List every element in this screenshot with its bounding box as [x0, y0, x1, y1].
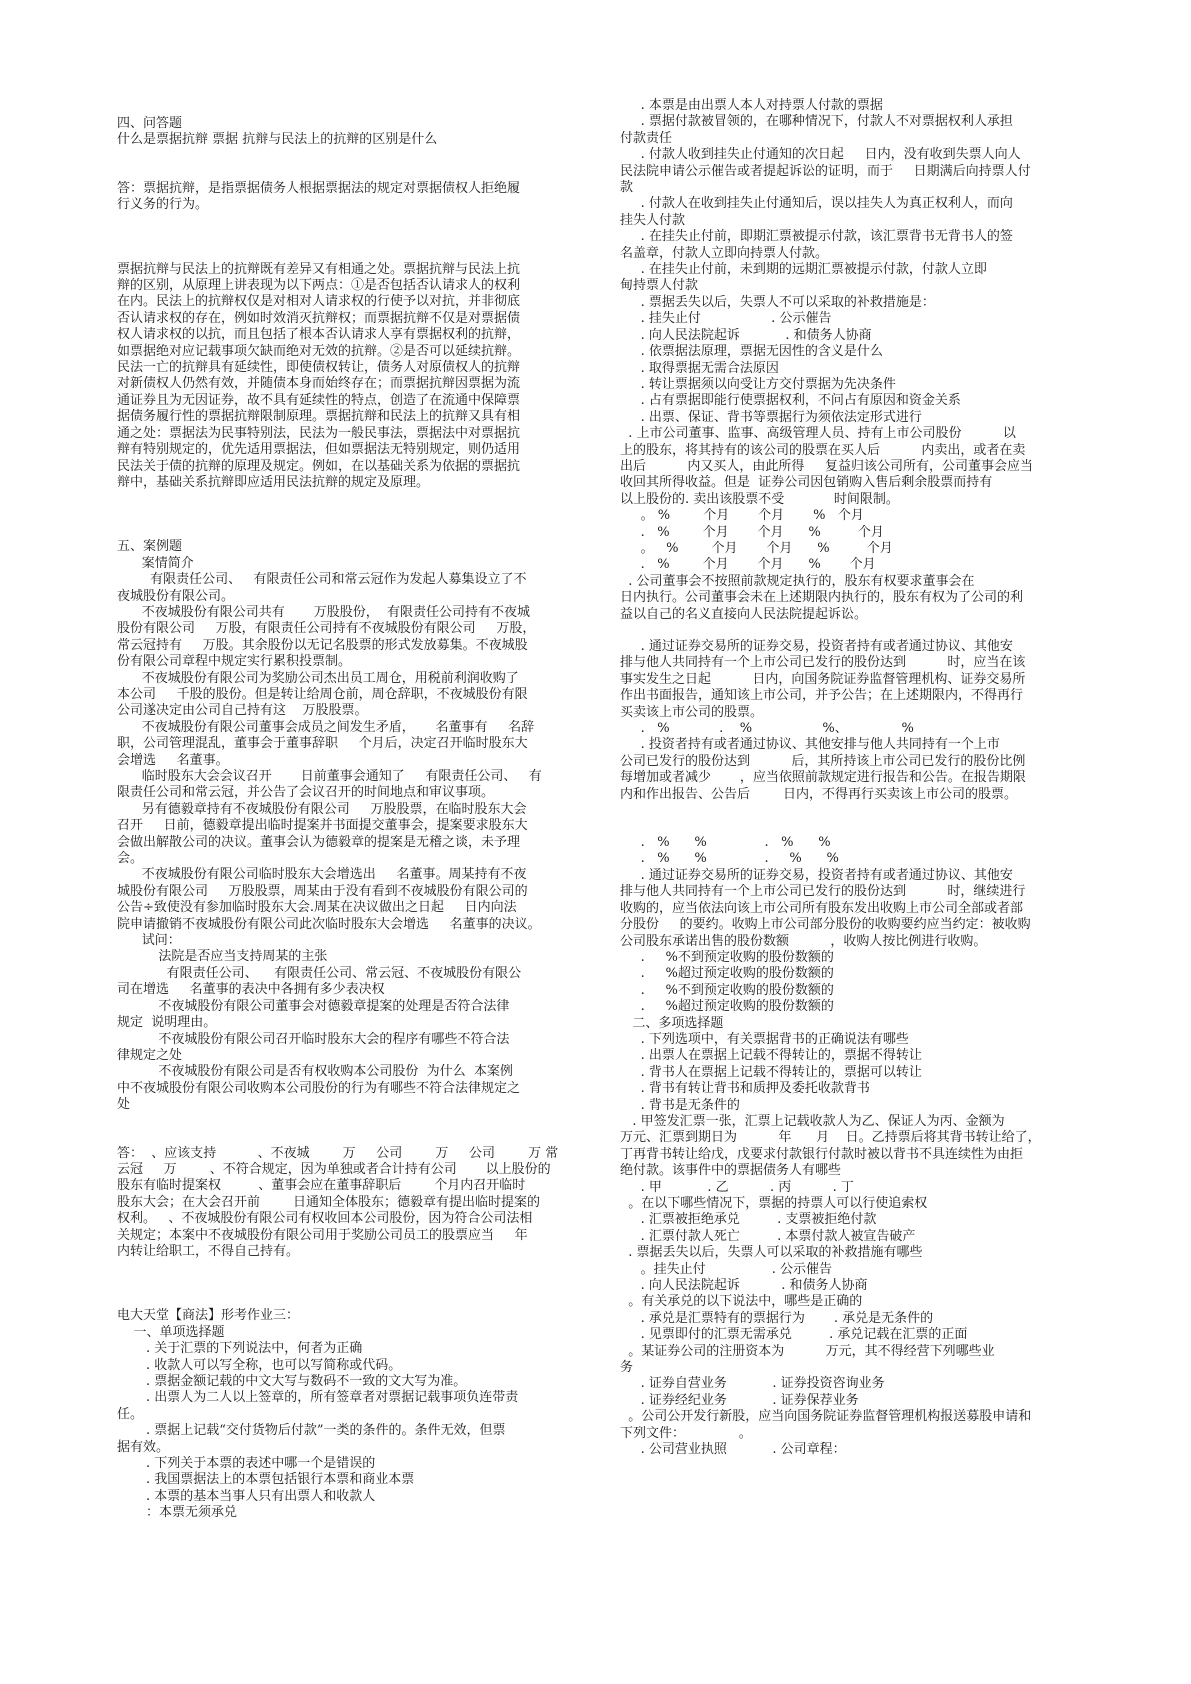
text-line: . 向人民法院起诉 . 和债务人协商 — [620, 1278, 868, 1294]
paragraph-spacer — [620, 623, 1098, 639]
text-line: . 甲 . 乙 . 丙 . 丁 — [620, 1179, 854, 1195]
text-line: 。挂失止付 . 公示催告 — [620, 1261, 833, 1277]
text-line: 权利。 、不夜城股份有限公司有权收回本公司股份，因为符合公司法相 — [117, 1211, 533, 1227]
text-line: . 出票人在票据上记载不得转让的，票据不得转让 — [620, 1048, 922, 1064]
text-line: 。在以下哪些情况下，票据的持票人可以行使追索权 — [620, 1196, 928, 1211]
text-line: . 通过证券交易所的证券交易，投资者持有或者通过协议、其他安 — [620, 639, 1013, 654]
text-line: 不夜城股份有限公司董事会成员之间发生矛盾， 名董事有 名辞 — [117, 719, 535, 735]
text-line: 下列文件： 。 — [620, 1425, 752, 1441]
text-line: . 占有票据即能行使票据权利，不问占有原因和资金关系 — [620, 393, 961, 409]
text-line: 一、单项选择题 — [117, 1324, 225, 1340]
text-line: 中不夜城股份有限公司收购本公司股份的行为有哪些不符合法律规定之 — [117, 1080, 521, 1096]
text-line: 职，公司管理混乱，董事会于董事辞职 个月后，决定召开临时股东大 — [117, 736, 528, 752]
text-line: . 付款人收到挂失止付通知的次日起 日内，没有收到失票人向人 — [620, 147, 1021, 163]
text-line: 内转让给职工，不得自己持有。 — [117, 1243, 300, 1259]
text-line: 内和作出报告、公告后 日内，不得再行买卖该上市公司的股票。 — [620, 786, 1018, 802]
text-line: . 证券自营业务 . 证券投资咨询业务 — [620, 1376, 885, 1392]
text-line: 答：票据抗辩，是指票据债务人根据票据法的规定对票据债权人拒绝履 — [117, 180, 521, 196]
paragraph-spacer — [117, 1260, 582, 1308]
text-line: 万元、汇票到期日为 年 月 日。乙持票后将其背书转让给了， — [620, 1130, 1041, 1146]
text-line: 城股份有限公司 万股股票，周某由于没有看到不夜城股份有限公司的 — [117, 883, 528, 899]
text-line: 限责任公司和常云冠，并公告了会议召开的时间地点和审议事项。 — [117, 785, 495, 801]
text-line: 不夜城股份有限公司共有 万股股份， 有限责任公司持有不夜城 — [117, 604, 530, 620]
text-line: 不夜城股份有限公司是否有权收购本公司股份 为什么 本案例 — [117, 1064, 513, 1080]
text-line: 。公司公开发行新股，应当向国务院证券监督管理机构报送募股申请和 — [620, 1409, 1032, 1425]
text-line: . % % . % % — [620, 835, 831, 851]
text-line: 款 — [620, 180, 634, 196]
text-line: 通之处：票据法为民事特别法，民法为一般民事法，票据法中对票据抗 — [117, 425, 521, 441]
paragraph-spacer — [117, 491, 582, 539]
text-line: . 证券经纪业务 . 证券保荐业务 — [620, 1392, 859, 1408]
text-line: 每增加或者减少 ，应当依照前款规定进行报告和公告。在报告期限 — [620, 770, 1026, 786]
text-line: . 票据金额记载的中文大写与数码不一致的文大写为准。 — [117, 1374, 467, 1389]
text-line: 民法院申请公示催告或者提起诉讼的证明，而于 日期满后向持票人付 — [620, 163, 1031, 179]
text-line: . 本票是由出票人本人对持票人付款的票据 — [620, 98, 883, 113]
text-line: 对新债权人仍然有效，并随债本身而始终存在；而票据抗辩因票据为流 — [117, 376, 521, 392]
text-line: . 下列选项中，有关票据背书的正确说法有哪些 — [620, 1031, 909, 1047]
paragraph-spacer — [620, 803, 1098, 835]
paragraph-spacer — [117, 1114, 582, 1146]
text-line: 试问： — [117, 933, 181, 949]
text-line: 常云冠持有 万股。其余股份以无记名股票的形式发放募集。不夜城股 — [117, 637, 528, 653]
text-line: 案情简介 — [117, 555, 194, 571]
text-line: 排与他人共同持有一个上市公司已发行的股份达到 时，应当在该 — [620, 655, 1026, 671]
text-line: . 向人民法院起诉 . 和债务人协商 — [620, 327, 872, 343]
text-line: . 挂失止付 . 公示催告 — [620, 311, 832, 327]
text-line: 夜城股份有限公司。 — [117, 588, 235, 604]
text-line: . 取得票据无需合法原因 — [620, 360, 779, 376]
text-line: . 票据付款被冒领的，在哪种情况下，付款人不对票据权利人承担 — [620, 114, 1013, 130]
text-line: 如票据绝对应记载事项欠缺而绝对无效的抗辩。②是否可以延续抗辩。 — [117, 343, 521, 359]
text-line: 有限责任公司、 有限责任公司、常云冠、不夜城股份有限公 — [117, 965, 522, 981]
text-line: 辩中，基础关系抗辩即应适用民法抗辩的规定及原理。 — [117, 474, 430, 490]
text-line: . 依票据法原理，票据无因性的含义是什么 — [620, 344, 883, 360]
text-line: . 通过证券交易所的证券交易，投资者持有或者通过协议、其他安 — [620, 867, 1013, 883]
text-line: . 票据丢失以后，失票人不可以采取的补救措施是： — [620, 294, 935, 310]
text-line: 上的股东，将其持有的该公司的股票在买人后 内卖出，或者在卖 — [620, 442, 1026, 458]
text-line: 据有效。 — [117, 1439, 170, 1455]
text-line: . 我国票据法上的本票包括银行本票和商业本票 — [117, 1472, 415, 1488]
text-line: . 承兑是汇票特有的票据行为 . 承兑是无条件的 — [620, 1310, 934, 1326]
text-line: 公司已发行的股份达到 后，其所持该上市公司已发行的股份比例 — [620, 753, 1026, 769]
text-line: 辩的区别，从原理上讲表现为以下两点：①是否包括否认请求人的权利 — [117, 278, 521, 294]
text-line: . 汇票付款人死亡 . 本票付款人被宣告破产 — [620, 1228, 916, 1244]
text-line: 答： 、应该支持 、不夜城 万 公司 万 公司 万 常 — [117, 1145, 559, 1161]
text-line: . %超过预定收购的股份数额的 — [620, 999, 834, 1015]
text-line: 作出书面报告，通知该上市公司，并予公告；在上述期限内，不得再行 — [620, 688, 1024, 704]
text-line: . 甲签发汇票一张，汇票上记载收款人为乙、保证人为丙、金额为 — [620, 1113, 1005, 1129]
text-line: 民法关于债的抗辩的原理及规定。例如，在以基础关系为依据的票据抗 — [117, 458, 521, 474]
text-line: 益以自己的名义直接向人民法院提起诉讼。 — [620, 606, 868, 622]
text-line: . 出票、保证、背书等票据行为须依法定形式进行 — [620, 409, 922, 425]
text-line: 。 % 个月 个月 % 个月 — [620, 508, 864, 524]
text-line: 名盖章，付款人立即向持票人付款。 — [620, 245, 829, 261]
text-line: 二、多项选择题 — [620, 1015, 724, 1031]
text-line: 关规定；本案中不夜城股份有限公司用于奖励公司员工的股票应当 年 — [117, 1227, 528, 1243]
text-line: . 下列关于本票的表述中哪一个是错误的 — [117, 1456, 376, 1472]
text-line: 有限责任公司、 有限责任公司和常云冠作为发起人募集设立了不 — [117, 572, 527, 588]
text-line: 不夜城股份有限公司临时股东大会增选出 名董事。周某持有不夜 — [117, 867, 527, 883]
text-line: . %不到预定收购的股份数额的 — [620, 982, 834, 998]
text-line: 会做出解散公司的决议。董事会认为德毅章的提案是无稽之谈，未予理 — [117, 834, 521, 850]
text-line: 。 % 个月 个月 % 个月 — [620, 540, 893, 556]
text-line: 甸持票人付款 — [620, 278, 699, 294]
text-line: 股东大会；在大会召开前 日通知全体股东；德毅章有提出临时提案的 — [117, 1194, 541, 1210]
text-line: 公告÷致使没有参加临时股东大会.周某在决议做出之日起 日内向法 — [117, 900, 517, 916]
text-line: 否认请求权的存在，例如时效消灭抗辩权；而票据抗辩不仅是对票据债 — [117, 310, 521, 326]
text-line: . 投资者持有或者通过协议、其他安排与他人共同持有一个上市 — [620, 737, 1000, 753]
text-line: 务 — [620, 1360, 634, 1376]
text-line: 辩有特别规定的，优先适用票据法，但如票据法无特别规定，则仍适用 — [117, 442, 521, 458]
text-line: 五、案例题 — [117, 539, 183, 555]
text-line: . 出票人为二人以上签章的，所有签章者对票据记载事项负连带责 — [117, 1390, 519, 1406]
text-line: 电大天堂【商法】形考作业三： — [117, 1308, 300, 1324]
text-line: 票据抗辩与民法上的抗辩既有差异又有相通之处。票据抗辩与民法上抗 — [117, 261, 521, 277]
text-line: . 在挂失止付前，未到期的远期汇票被提示付款，付款人立即 — [620, 262, 987, 278]
text-line: 民法一亡的抗辩具有延续性，即使债权转让，债务人对原债权人的抗辩 — [117, 360, 521, 376]
text-line: 临时股东大会会议召开 日前董事会通知了 有限责任公司、 有 — [117, 769, 542, 784]
text-line: . 上市公司董事、监事、高级管理人员、持有上市公司股份 以 — [620, 426, 1016, 442]
text-line: 以上股份的. 卖出该股票不受 时间限制。 — [620, 491, 899, 507]
text-line: 司在增选 名董事的表决中各拥有多少表决权 — [117, 982, 385, 998]
text-line: 绝付款。该事件中的票据债务人有哪些 — [620, 1163, 842, 1179]
text-line: . 公司董事会不按照前款规定执行的，股东有权要求董事会在 — [620, 573, 975, 589]
text-line: . 付款人在收到挂失止付通知后，误以挂失人为真正权利人，而向 — [620, 196, 1013, 212]
text-line: 出后 内又买人，由此所得 复益归该公司所有，公司董事会应当 — [620, 458, 1033, 474]
text-line: 不夜城股份有限公司为奖励公司杰出员工周仓，用税前利润收购了 — [117, 670, 519, 686]
text-line: 。有关承兑的以下说法中，哪些是正确的 — [620, 1294, 863, 1310]
text-line: 会增选 名董事。 — [117, 752, 229, 768]
text-line: 四、问答题 — [117, 116, 183, 131]
text-line: 公司遂决定由公司自己持有这 万股股票。 — [117, 703, 368, 719]
text-line: 。某证券公司的注册资本为 万元，其不得经营下列哪些业 — [620, 1343, 995, 1359]
text-line: 本公司 千股的股份。但是转让给周仓前，周仓辞职，不夜城股份有限 — [117, 686, 528, 702]
text-line: . 背书是无条件的 — [620, 1097, 740, 1113]
text-line: . %超过预定收购的股份数额的 — [620, 966, 834, 982]
text-line: . 在挂失止付前，即期汇票被提示付款，该汇票背书无背书人的签 — [620, 229, 1013, 245]
text-line: 通证券且为无因证券，故不具有延续性的特点，创造了在流通中保障票 — [117, 392, 521, 408]
text-line: 买卖该上市公司的股票。 — [620, 704, 764, 720]
right-column — [620, 98, 1098, 1459]
text-line: 排与他人共同持有一个上市公司已发行的股份达到 时，继续进行 — [620, 884, 1026, 900]
text-line: 不夜城股份有限公司召开临时股东大会的程序有哪些不符合法 — [117, 1031, 510, 1047]
text-line: 云冠 万 、不符合规定，因为单独或者合计持有公司 以上股份的 — [117, 1161, 551, 1177]
paragraph-spacer — [117, 149, 582, 181]
text-line: . % . % %、 % — [620, 721, 914, 737]
text-line: . 票据上记载“交付货物后付款”一类的条件的。条件无效，但票 — [117, 1423, 506, 1439]
text-line: 股东有临时提案权 、董事会应在董事辞职后 个月内召开临时 — [117, 1178, 526, 1194]
left-column — [117, 116, 582, 1522]
text-line: 收回其所得收益。但是 证券公司因包销购入售后剩余股票而持有 — [620, 475, 993, 491]
text-line: . 见票即付的汇票无需承兑 . 承兑记载在汇票的正面 — [620, 1327, 968, 1343]
text-line: 丁再背书转让给戊，戊要求付款银行付款时被以背书不具连续性为由拒 — [620, 1146, 1024, 1162]
text-line: . 本票的基本当事人只有出票人和收款人 — [117, 1488, 376, 1504]
text-line: . % 个月 个月 % 个月 — [620, 557, 876, 573]
text-line: 分股份 的要约。收购上市公司部分股份的收购要约应当约定：被收购 — [620, 917, 1031, 933]
text-line: 公司股东承诺出售的股份数额 ，收购人按比例进行收购。 — [620, 933, 987, 949]
text-line: . 收款人可以写全称，也可以写简称或代码。 — [117, 1357, 402, 1373]
text-line: . 公司营业执照 . 公司章程： — [620, 1442, 846, 1458]
text-line: . 背书人在票据上记载不得转让的，票据可以转让 — [620, 1064, 922, 1080]
text-line: . 关于汇票的下列说法中，何者为正确 — [117, 1341, 363, 1357]
text-line: . % 个月 个月 % 个月 — [620, 524, 884, 540]
text-line: 规定 说明理由。 — [117, 1015, 217, 1031]
text-line: 日内执行。公司董事会未在上述期限内执行的，股东有权为了公司的利 — [620, 590, 1024, 606]
paragraph-spacer — [117, 214, 582, 262]
text-line: 什么是票据抗辩 票据 抗辩与民法上的抗辩的区别是什么 — [117, 132, 438, 148]
text-line: 行义务的行为。 — [117, 197, 209, 213]
text-line: . 背书有转让背书和质押及委托收款背书 — [620, 1081, 870, 1097]
text-line: 律规定之处 — [117, 1047, 183, 1063]
text-line: ：本票无须承兑 — [117, 1505, 237, 1521]
text-line: 收购的，应当依法向该上市公司所有股东发出收购上市公司全部或者部 — [620, 900, 1024, 916]
text-line: 不夜城股份有限公司董事会对德毅章提案的处理是否符合法律 — [117, 998, 510, 1014]
text-line: 另有德毅章持有不夜城股份有限公司 万股股票，在临时股东大会 — [117, 801, 527, 817]
text-line: 付款责任 — [620, 130, 673, 146]
text-line: 院申请撤销不夜城股份有限公司此次临时股东大会增选 名董事的决议。 — [117, 916, 541, 932]
text-line: 处 — [117, 1097, 131, 1113]
text-line: 事实发生之日起 日内，向国务院证券监督管理机构、证券交易所 — [620, 671, 1026, 687]
text-line: . 票据丢失以后，失票人可以采取的补救措施有哪些 — [620, 1245, 923, 1261]
text-line: 据债务履行性的票据抗辩限制原理。票据抗辩和民法上的抗辩又具有相 — [117, 409, 521, 425]
text-line: . % % . % % — [620, 851, 839, 867]
text-line: 召开 日前，德毅章提出临时提案并书面提交董事会，提案要求股东大 — [117, 818, 528, 834]
text-line: 权人请求权的以抗，而且包括了根本否认请求人享有票据权利的抗辩， — [117, 327, 521, 343]
text-line: 挂失人付款 — [620, 212, 686, 228]
text-line: 份有限公司章程中规定实行累积投票制。 — [117, 654, 352, 670]
text-line: 法院是否应当支持周某的主张 — [117, 949, 328, 965]
text-line: 会。 — [117, 851, 144, 867]
text-line: 在内。民法上的抗辩权仅是对相对人请求权的行使予以对抗，并非彻底 — [117, 294, 521, 310]
text-line: 任。 — [117, 1406, 144, 1422]
text-line: 股份有限公司 万股，有限责任公司持有不夜城股份有限公司 万股， — [117, 621, 536, 637]
text-line: . 转让票据须以向受让方交付票据为先决条件 — [620, 376, 896, 392]
text-line: . 汇票被拒绝承兑 . 支票被拒绝付款 — [620, 1212, 877, 1228]
text-line: . %不到预定收购的股份数额的 — [620, 949, 834, 965]
